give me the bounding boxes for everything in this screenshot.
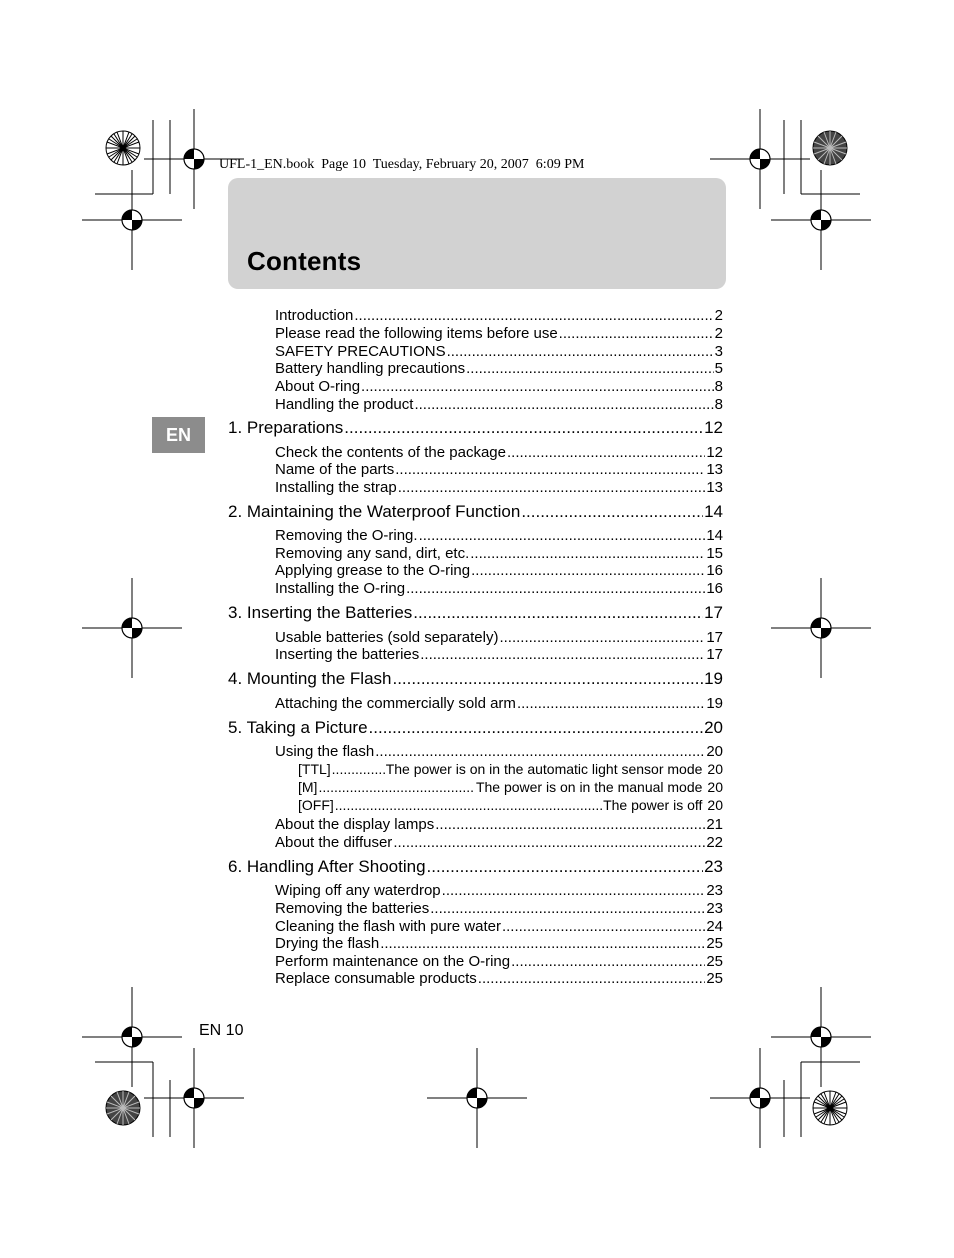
toc-leader xyxy=(398,479,706,496)
toc-page-number: 17 xyxy=(706,629,723,646)
toc-title: 1. Preparations xyxy=(228,418,344,437)
toc-page-number: 14 xyxy=(706,527,723,544)
toc-item xyxy=(275,545,723,563)
toc-page-number: 16 xyxy=(706,562,723,579)
toc-title: Please read the following items before use xyxy=(275,325,558,342)
toc-leader xyxy=(393,834,705,851)
toc-section xyxy=(228,857,723,879)
toc-leader xyxy=(435,816,705,833)
toc-leader xyxy=(344,418,703,438)
toc-item xyxy=(275,580,723,598)
toc-leader xyxy=(392,669,703,689)
toc-description: The power is on in the automatic light sensor mode xyxy=(385,761,703,777)
toc-item xyxy=(275,970,723,988)
toc-leader xyxy=(466,360,714,377)
toc-title: Removing the batteries xyxy=(275,900,430,917)
toc-leader xyxy=(447,343,714,360)
toc-description: The power is off xyxy=(603,797,703,813)
toc-page-number: 21 xyxy=(706,816,723,833)
toc-title: 4. Mounting the Flash xyxy=(228,669,392,688)
toc-leader xyxy=(380,935,705,952)
toc-title: 3. Inserting the Batteries xyxy=(228,603,413,622)
toc-title: Check the contents of the package xyxy=(275,444,506,461)
toc-title: Drying the flash xyxy=(275,935,380,952)
toc-leader xyxy=(419,527,706,544)
toc-page-number: 25 xyxy=(706,953,723,970)
toc-leader xyxy=(369,718,704,738)
toc-item xyxy=(275,882,723,900)
toc-title: Using the flash xyxy=(275,743,375,760)
page-number: EN 10 xyxy=(199,1022,244,1039)
toc-leader xyxy=(517,695,705,712)
toc-page-number: 24 xyxy=(706,918,723,935)
toc-section xyxy=(228,603,723,625)
toc-title: Introduction xyxy=(275,307,354,324)
toc-leader xyxy=(502,918,705,935)
toc-page-number: 2 xyxy=(714,325,723,342)
toc-item xyxy=(275,325,723,343)
toc-page-number: 16 xyxy=(706,580,723,597)
toc-title: Perform maintenance on the O-ring xyxy=(275,953,511,970)
toc-page-number: 5 xyxy=(714,360,723,377)
toc-page-number: 20 xyxy=(707,797,723,813)
toc-page-number: 20 xyxy=(707,761,723,777)
toc-page-number: 13 xyxy=(706,479,723,496)
toc-title: Attaching the commercially sold arm xyxy=(275,695,516,712)
toc-title: Wiping off any waterdrop xyxy=(275,882,441,899)
toc-leader xyxy=(335,797,602,813)
toc-title: About the display lamps xyxy=(275,816,435,833)
page-title: Contents xyxy=(247,246,362,276)
toc-leader xyxy=(507,444,705,461)
toc-title: [M] xyxy=(298,779,318,795)
toc-leader xyxy=(427,857,704,877)
toc-title: About the diffuser xyxy=(275,834,393,851)
toc-title: 6. Handling After Shooting xyxy=(228,857,426,876)
toc-section xyxy=(228,418,723,440)
toc-page-number: 25 xyxy=(706,970,723,987)
toc-title: Usable batteries (sold separately) xyxy=(275,629,499,646)
toc-title: Cleaning the flash with pure water xyxy=(275,918,501,935)
toc-page-number: 13 xyxy=(706,461,723,478)
toc-subitem xyxy=(298,797,723,815)
toc-section xyxy=(228,718,723,740)
toc-page-number: 23 xyxy=(704,857,723,876)
toc-leader xyxy=(414,396,713,413)
toc-description: The power is on in the manual mode xyxy=(475,779,703,795)
toc-title: Handling the product xyxy=(275,396,414,413)
toc-leader xyxy=(395,461,705,478)
toc-item xyxy=(275,444,723,462)
toc-item xyxy=(275,900,723,918)
toc-page-number: 23 xyxy=(706,882,723,899)
toc-item xyxy=(275,360,723,378)
toc-page-number: 3 xyxy=(714,343,723,360)
toc-item xyxy=(275,935,723,953)
toc-leader xyxy=(442,882,706,899)
toc-page-number: 19 xyxy=(706,695,723,712)
toc-title: Installing the strap xyxy=(275,479,397,496)
toc-leader xyxy=(361,378,714,395)
toc-title: About O-ring xyxy=(275,378,361,395)
toc-item xyxy=(275,562,723,580)
toc-title: Inserting the batteries xyxy=(275,646,420,663)
toc-subitem xyxy=(298,761,723,779)
toc-page-number: 23 xyxy=(706,900,723,917)
toc-page-number: 22 xyxy=(706,834,723,851)
toc-leader xyxy=(318,779,475,795)
toc-item xyxy=(275,479,723,497)
toc-item xyxy=(275,743,723,761)
toc-page-number: 8 xyxy=(714,378,723,395)
toc-item xyxy=(275,343,723,361)
toc-page-number: 20 xyxy=(704,718,723,737)
toc-item xyxy=(275,461,723,479)
toc-item xyxy=(275,918,723,936)
toc-page-number: 17 xyxy=(706,646,723,663)
toc-item xyxy=(275,816,723,834)
toc-page-number: 15 xyxy=(706,545,723,562)
toc-leader xyxy=(354,307,713,324)
toc-title: Replace consumable products xyxy=(275,970,477,987)
toc-leader xyxy=(375,743,705,760)
toc-title: Applying grease to the O-ring xyxy=(275,562,471,579)
toc-subitem xyxy=(298,779,723,797)
toc-leader xyxy=(499,629,705,646)
toc-leader xyxy=(471,562,705,579)
toc-leader xyxy=(430,900,705,917)
toc-title: Removing any sand, dirt, etc. xyxy=(275,545,470,562)
toc-page-number: 2 xyxy=(714,307,723,324)
toc-item xyxy=(275,646,723,664)
toc-page-number: 19 xyxy=(704,669,723,688)
toc-page-number: 14 xyxy=(704,502,723,521)
print-header: UFL-1_EN.book Page 10 Tuesday, February 20, 2007 6:09 PM xyxy=(219,157,585,172)
toc-leader xyxy=(413,603,703,623)
toc-leader xyxy=(420,646,705,663)
toc-item xyxy=(275,834,723,852)
toc-page-number: 17 xyxy=(704,603,723,622)
toc-title: Battery handling precautions xyxy=(275,360,466,377)
toc-leader xyxy=(332,761,385,777)
toc-section xyxy=(228,669,723,691)
toc-leader xyxy=(406,580,705,597)
toc-item xyxy=(275,629,723,647)
toc-item xyxy=(275,307,723,325)
toc-title: 5. Taking a Picture xyxy=(228,718,368,737)
toc-title: SAFETY PRECAUTIONS xyxy=(275,343,446,360)
toc-title: [OFF] xyxy=(298,797,334,813)
toc-title: [TTL] xyxy=(298,761,331,777)
toc-page-number: 20 xyxy=(707,779,723,795)
toc-title: Name of the parts xyxy=(275,461,395,478)
toc-page-number: 12 xyxy=(706,444,723,461)
toc-item xyxy=(275,695,723,713)
toc-leader xyxy=(470,545,705,562)
toc-page-number: 20 xyxy=(706,743,723,760)
toc-page-number: 12 xyxy=(704,418,723,437)
toc-leader xyxy=(511,953,705,970)
toc-leader xyxy=(559,325,714,342)
language-tab: EN xyxy=(152,417,205,453)
toc-title: Installing the O-ring xyxy=(275,580,406,597)
toc-section xyxy=(228,502,723,524)
toc-item xyxy=(275,396,723,414)
toc-leader xyxy=(478,970,706,987)
toc-page-number: 8 xyxy=(714,396,723,413)
toc-page-number: 25 xyxy=(706,935,723,952)
toc-item xyxy=(275,953,723,971)
toc-item xyxy=(275,527,723,545)
toc-title: 2. Maintaining the Waterproof Function xyxy=(228,502,521,521)
toc-leader xyxy=(521,502,703,522)
toc-item xyxy=(275,378,723,396)
toc-title: Removing the O-ring. xyxy=(275,527,418,544)
